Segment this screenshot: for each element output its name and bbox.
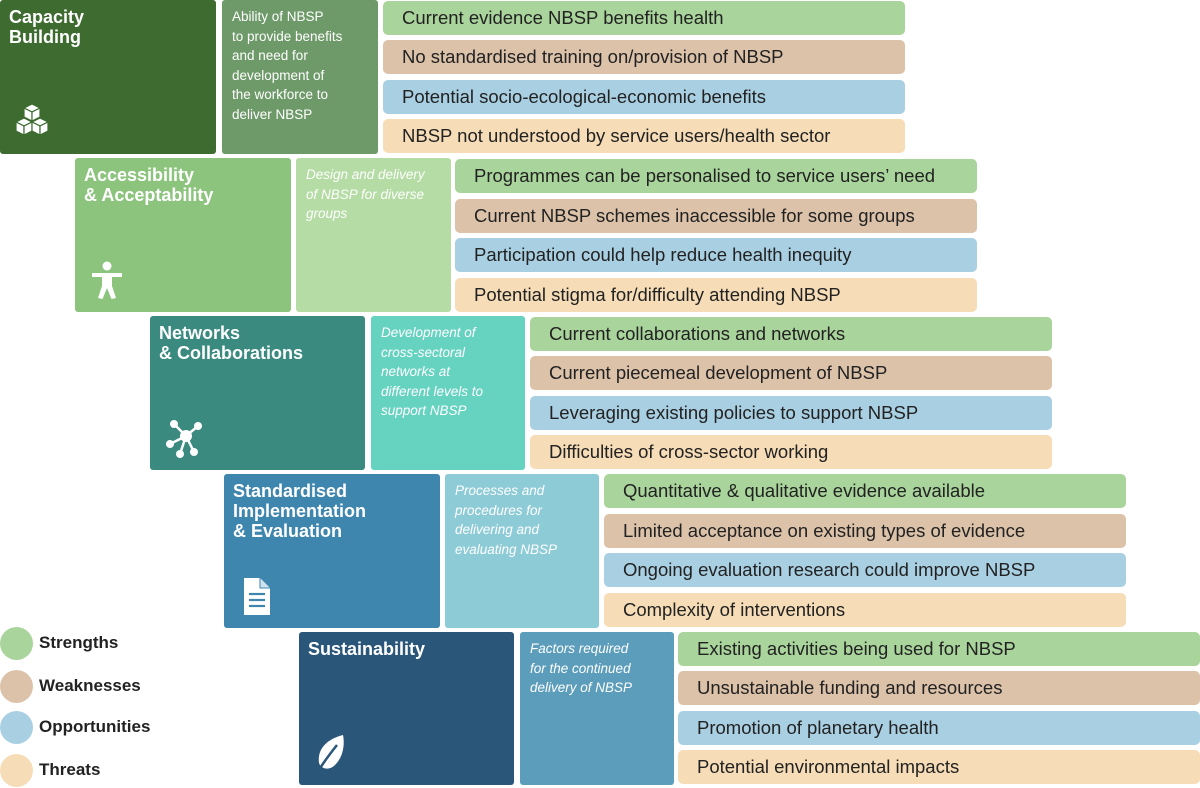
- theme-description-box: [520, 632, 674, 785]
- theme-description-box: [371, 316, 525, 470]
- legend-item-threats: [0, 752, 100, 788]
- theme-box: [150, 316, 365, 470]
- network-icon: [158, 414, 206, 462]
- theme-description: Factors required for the continued delivery of NBSP: [530, 641, 633, 695]
- theme-title: Standardised Implementation & Evaluation: [233, 481, 367, 541]
- opportunity-item: Leveraging existing policies to support NBSP: [530, 396, 1052, 430]
- opportunity-item: Promotion of planetary health: [678, 711, 1200, 745]
- legend-item-opportunities: [0, 709, 150, 745]
- theme-box: [224, 474, 440, 628]
- threat-item: Complexity of interventions: [604, 593, 1126, 627]
- weakness-item: No standardised training on/provision of NBSP: [383, 40, 905, 74]
- cubes-icon: [8, 98, 56, 146]
- theme-description-box: [445, 474, 599, 628]
- opportunity-item: Ongoing evaluation research could improve NBSP: [604, 553, 1126, 587]
- theme-description: Processes and procedures for delivering and evaluating NBSP: [455, 483, 558, 557]
- threat-item: NBSP not understood by service users/health sector: [383, 119, 905, 153]
- theme-description: Development of cross-sectoral networks at different levels to support NBSP: [381, 325, 484, 418]
- opportunity-item: Participation could help reduce health inequity: [455, 238, 977, 272]
- theme-box: [75, 158, 291, 312]
- weakness-item: Current piecemeal development of NBSP: [530, 356, 1052, 390]
- legend-label: Opportunities: [39, 717, 151, 736]
- legend-swatch: [0, 754, 33, 787]
- leaf-icon: [307, 729, 355, 777]
- theme-title: Capacity Building: [9, 7, 85, 47]
- strength-item: Programmes can be personalised to service users’ need: [455, 159, 977, 193]
- theme-description: Design and delivery of NBSP for diverse groups: [306, 167, 425, 221]
- strength-item: Current collaborations and networks: [530, 317, 1052, 351]
- legend-swatch: [0, 711, 33, 744]
- legend-item-weaknesses: [0, 668, 141, 704]
- opportunity-item: Potential socio-ecological-economic benefits: [383, 80, 905, 114]
- legend-label: Weaknesses: [39, 676, 141, 695]
- legend-label: Strengths: [39, 633, 119, 652]
- theme-box: [0, 0, 216, 154]
- threat-item: Difficulties of cross-sector working: [530, 435, 1052, 469]
- theme-box: [299, 632, 514, 785]
- strength-item: Existing activities being used for NBSP: [678, 632, 1200, 666]
- strength-item: Current evidence NBSP benefits health: [383, 1, 905, 35]
- theme-description-box: [296, 158, 451, 312]
- threat-item: Potential stigma for/difficulty attending NBSP: [455, 278, 977, 312]
- theme-description: Ability of NBSP to provide benefits and need for development of the workforce to deliver NBSP: [232, 9, 343, 122]
- legend-label: Threats: [39, 760, 101, 779]
- legend-swatch: [0, 670, 33, 703]
- legend-item-strengths: [0, 625, 118, 661]
- theme-description-box: [222, 0, 378, 154]
- theme-title: Networks & Collaborations: [159, 323, 304, 363]
- theme-title: Accessibility & Acceptability: [84, 165, 214, 205]
- threat-item: Potential environmental impacts: [678, 750, 1200, 784]
- weakness-item: Unsustainable funding and resources: [678, 671, 1200, 705]
- weakness-item: Current NBSP schemes inaccessible for some groups: [455, 199, 977, 233]
- person-icon: [83, 256, 131, 304]
- document-icon: [232, 572, 280, 620]
- theme-title: Sustainability: [308, 639, 426, 659]
- strength-item: Quantitative & qualitative evidence available: [604, 474, 1126, 508]
- legend-swatch: [0, 627, 33, 660]
- weakness-item: Limited acceptance on existing types of evidence: [604, 514, 1126, 548]
